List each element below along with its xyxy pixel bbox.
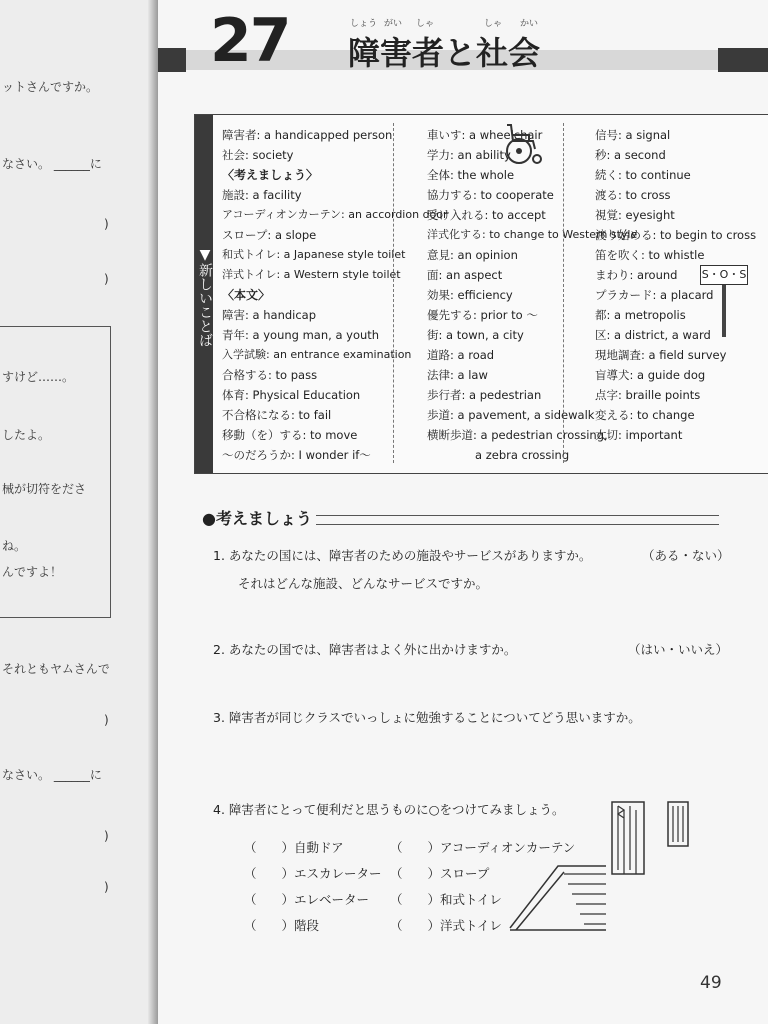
left-page-box xyxy=(0,326,111,618)
left-page-line: ) xyxy=(104,829,109,843)
vocab-entry: 障害者: a handicapped person xyxy=(222,128,393,142)
book-spine xyxy=(148,0,158,1024)
question-2-options: （はい・いいえ） xyxy=(628,642,729,657)
vocab-entry: 和式トイレ: a Japanese style toilet xyxy=(222,248,406,261)
checklist-item[interactable]: （ ）洋式トイレ xyxy=(390,918,502,933)
question-4: 4. 障害者にとって便利だと思うものに○をつけてみましょう。 xyxy=(213,802,565,817)
vocab-entry: 歩行者: a pedestrian xyxy=(427,388,542,402)
vocab-entry: 視覚: eyesight xyxy=(595,208,675,222)
vocab-entry: 施設: a facility xyxy=(222,188,302,202)
column-divider xyxy=(563,123,564,463)
vocab-entry: 協力する: to cooperate xyxy=(427,188,554,202)
vocab-entry: まわり: around xyxy=(595,268,678,282)
left-page-line: ね。 xyxy=(2,539,27,553)
question-3: 3. 障害者が同じクラスでいっしょに勉強することについてどう思いますか。 xyxy=(213,710,641,725)
left-page-line: ットさんですか。 xyxy=(2,80,99,94)
vocab-entry: 障害: a handicap xyxy=(222,308,317,322)
vocab-entry: 不合格になる: to fail xyxy=(222,408,332,422)
checklist-item[interactable]: （ ）スロープ xyxy=(390,866,490,881)
vocab-entry: 青年: a young man, a youth xyxy=(222,328,380,342)
vocab-entry: 法律: a law xyxy=(427,368,488,382)
left-page-line: したよ。 xyxy=(2,428,51,442)
vocab-entry: 全体: the whole xyxy=(427,168,515,182)
vocab-entry: 都: a metropolis xyxy=(595,308,686,322)
vocab-entry: 入学試験: an entrance examination xyxy=(222,348,412,361)
vocab-entry: 渡る: to cross xyxy=(595,188,671,202)
vocab-entry: 秒: a second xyxy=(595,148,666,162)
vocab-column-3 xyxy=(595,125,765,445)
left-page-line: なさい。 ______に xyxy=(2,157,102,171)
think-heading: ●考えましょう xyxy=(198,506,316,529)
right-page: 27 しょう がい しゃ しゃ かい 障害者と社会 ▼新しいことば 障害者: a handicapped person 社会: society 〈考えましょう〉 施設: a facility アコーディオンカーテン: an accordion door スロープ: a slope 和式トイレ: a Japanese style toilet 洋式トイレ: a Western style toilet 〈本文〉 障害: a handicap 青年: a young man, a youth 入学試験: an entrance examination 合格する: to pass 体育: Physical Education 不合格になる: to fail 移動（を）する: to move ～のだろうか: I wonder if～ 車いす: a wheelchair 学力: an ability 全体: the whole 協力する: to cooperate 受け入れる: to accept 洋式化する: to change to Western style 意見: an opinion 面: an aspect 効果: efficiency 優先する: prior to ～ 街: a town, a city 道路: a road 法律: a law 歩行者: a pedestrian 歩道: a pavement, a sidewalk 横断歩道: a pedestrian crossing, a zebra crossing 信号: a signal 秒: a second 続く: to continue 渡る: to cross 視覚: eyesight 渡り始める: to begin to cross 笛を吹く: to whistle まわり: around プラカード: a placard 都: a metropolis 区: a district, a ward 現地調査: a field survey 盲導犬: a guide dog 点字: braille points 変える: to change 大切: important S・O・S ●考えましょう 1. あなたの国には、障害者のための施設やサービスがありますか。 （ある・ない） それはどんな施設、どんなサービスですか。 2. あなたの国では、障害者はよく外に出かけますか。 （はい・いいえ） 3. 障害者が同じクラスでいっしょに勉強することについてどう思いますか。 4. 障害者にとって便利だと思うものに○をつけてみましょう。 （ ）自動ドア （ ）エスカレーター （ ）エレベーター （ ）階段 （ ）アコーディオンカーテン （ ）スロープ （ ）和式トイレ （ ）洋式トイレ 49 xyxy=(158,0,768,1024)
checklist-item[interactable]: （ ）アコーディオンカーテン xyxy=(390,840,576,855)
vocab-entry: 点字: braille points xyxy=(595,388,701,402)
slope-and-stairs-icon xyxy=(508,862,608,932)
vocab-entry: 意見: an opinion xyxy=(427,248,518,262)
vocab-entry: 街: a town, a city xyxy=(427,328,524,342)
vocab-entry: 道路: a road xyxy=(427,348,495,362)
accordion-door-icon xyxy=(610,800,646,876)
vocab-entry: 合格する: to pass xyxy=(222,368,318,382)
checklist-item[interactable]: （ ）エレベーター xyxy=(244,892,370,907)
vocab-entry: 〈考えましょう〉 xyxy=(222,168,319,182)
vocab-entry: 大切: important xyxy=(595,428,683,442)
sos-sign: S・O・S xyxy=(700,265,748,285)
vocab-entry: 変える: to change xyxy=(595,408,695,422)
checklist-item[interactable]: （ ）階段 xyxy=(244,918,320,933)
vocab-entry: 現地調査: a field survey xyxy=(595,348,727,362)
lesson-number: 27 xyxy=(210,6,290,76)
vocab-entry: 〈本文〉 xyxy=(222,288,271,302)
vocab-entry: 区: a district, a ward xyxy=(595,328,711,342)
left-page-line: ) xyxy=(104,272,109,286)
vocab-entry: アコーディオンカーテン: an accordion door xyxy=(222,208,448,221)
wheelchair-icon xyxy=(499,121,545,167)
page-number: 49 xyxy=(700,973,722,993)
vocab-entry: 続く: to continue xyxy=(595,168,691,182)
question-1-sub: それはどんな施設、どんなサービスですか。 xyxy=(238,576,489,591)
left-page-line: んですよ！ xyxy=(2,565,63,579)
title-bar-left xyxy=(158,48,186,72)
accordion-door-icon xyxy=(666,800,690,848)
vocab-entry: 洋式トイレ: a Western style toilet xyxy=(222,268,401,281)
question-1: 1. あなたの国には、障害者のための施設やサービスがありますか。 xyxy=(213,548,592,563)
column-divider xyxy=(393,123,394,463)
left-page-line: ) xyxy=(104,217,109,231)
lesson-title: 障害者と社会 xyxy=(348,34,541,72)
vocab-entry: 体育: Physical Education xyxy=(222,388,361,402)
question-1-options: （ある・ない） xyxy=(642,548,730,563)
left-page-line: すけど……。 xyxy=(2,370,75,384)
checklist-item[interactable]: （ ）エスカレーター xyxy=(244,866,382,881)
vocab-entry: 車いす: a wheelchair xyxy=(427,128,543,142)
left-page xyxy=(0,0,158,1024)
vocab-entry: スロープ: a slope xyxy=(222,228,317,242)
left-page-line: ) xyxy=(104,713,109,727)
vocab-entry: 効果: efficiency xyxy=(427,288,513,302)
checklist-item[interactable]: （ ）自動ドア xyxy=(244,840,344,855)
vocab-entry: 盲導犬: a guide dog xyxy=(595,368,706,382)
vocab-entry: 移動（を）する: to move xyxy=(222,428,358,442)
checklist-item[interactable]: （ ）和式トイレ xyxy=(390,892,502,907)
vocab-entry: 面: an aspect xyxy=(427,268,503,282)
vocab-entry: プラカード: a placard xyxy=(595,288,714,302)
vocabulary-tab: ▼新しいことば xyxy=(195,115,213,473)
vocab-entry: 学力: an ability xyxy=(427,148,511,162)
vocab-entry: 信号: a signal xyxy=(595,128,671,142)
title-bar-right xyxy=(718,48,768,72)
vocab-entry: 歩道: a pavement, a sidewalk xyxy=(427,408,595,422)
vocab-entry: 笛を吹く: to whistle xyxy=(595,248,705,262)
vocab-entry: 受け入れる: to accept xyxy=(427,208,546,222)
sos-sign-post xyxy=(722,285,726,337)
vocab-column-1 xyxy=(222,125,448,465)
left-page-line: それともヤムさんで xyxy=(2,662,110,676)
vocab-entry: 横断歩道: a pedestrian crossing, xyxy=(427,428,608,442)
vocab-entry: 社会: society xyxy=(222,148,294,162)
vocabulary-box xyxy=(194,114,768,474)
vocab-entry: ～のだろうか: I wonder if～ xyxy=(222,448,371,462)
vocab-entry: 渡り始める: to begin to cross xyxy=(595,228,757,242)
left-page-line: 械が切符をださ xyxy=(2,482,87,496)
left-page-line: ) xyxy=(104,880,109,894)
vocab-entry: a zebra crossing xyxy=(475,448,570,462)
vocab-entry: 優先する: prior to ～ xyxy=(427,308,538,322)
left-page-line: なさい。 ______に xyxy=(2,768,102,782)
vocab-entry: 洋式化する: to change to Western style xyxy=(427,228,638,241)
question-2: 2. あなたの国では、障害者はよく外に出かけますか。 xyxy=(213,642,517,657)
